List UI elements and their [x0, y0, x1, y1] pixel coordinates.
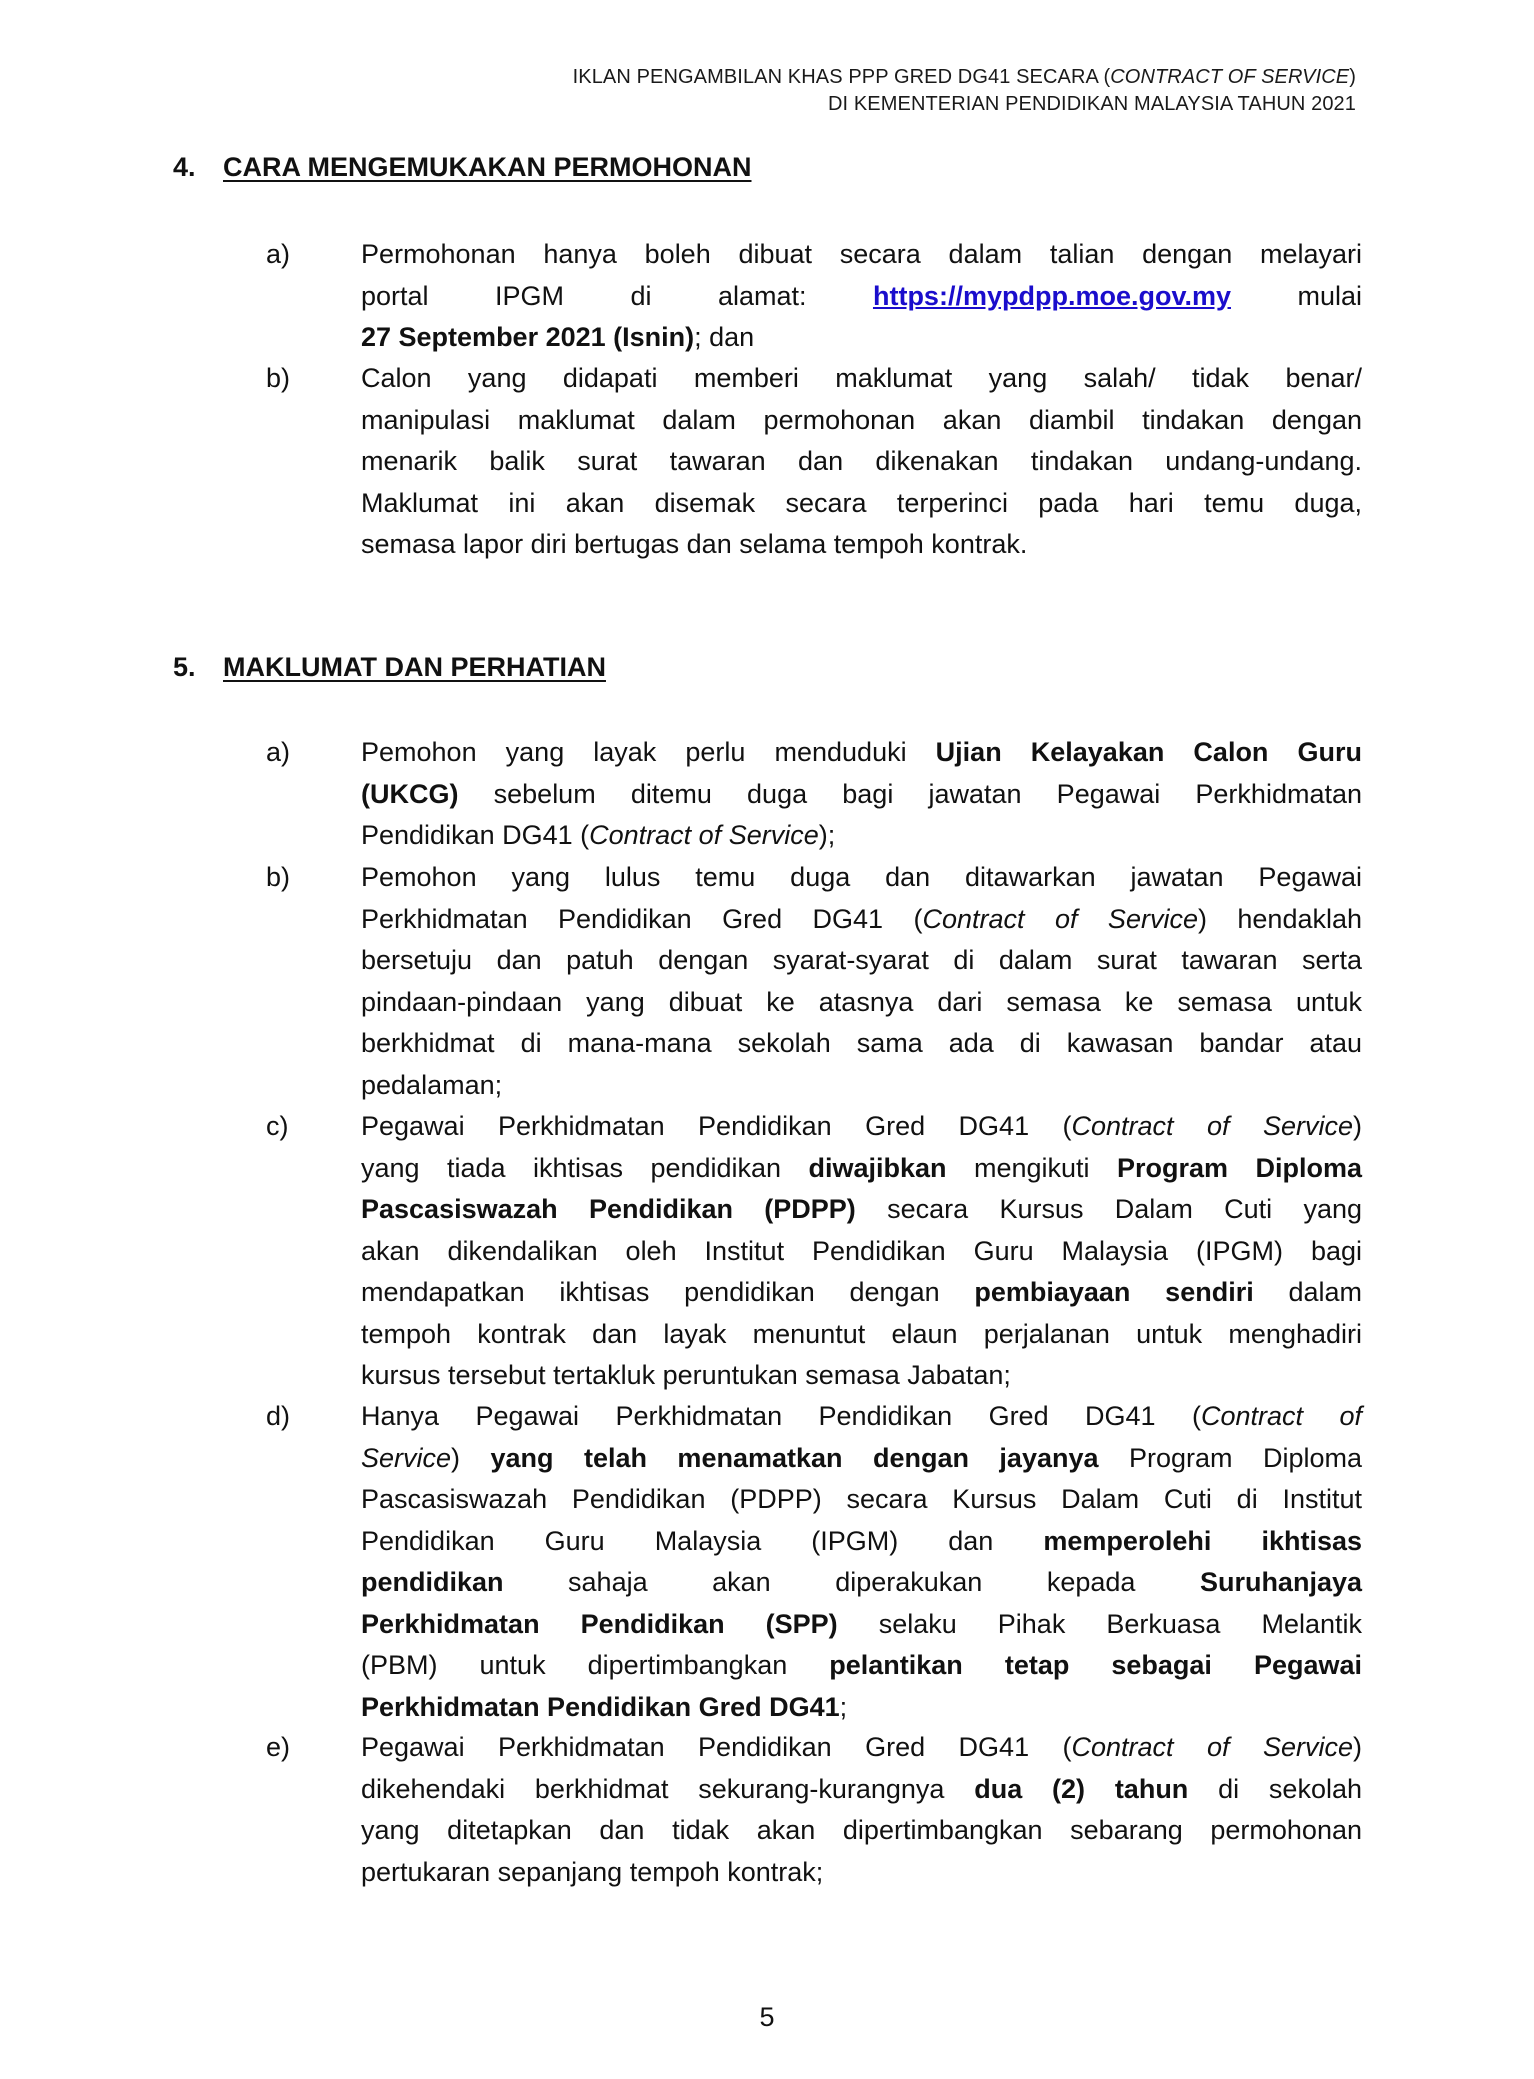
header-line-2: DI KEMENTERIAN PENDIDIKAN MALAYSIA TAHUN 2021	[828, 93, 1356, 115]
section-5-item-e: e) Pegawai Perkhidmatan Pendidikan Gred DG41 (Contract of Service) dikehendaki berkhidmat sekurang-kurangnya dua (2) tahun di sekolah yang ditetapkan dan tidak akan dipertimbangkan sebarang permohonan pertukaran sepanjang tempoh kontrak;	[266, 1732, 1362, 1887]
section-5-item-a: a) Pemohon yang layak perlu menduduki Ujian Kelayakan Calon Guru (UKCG) sebelum ditemu duga bagi jawatan Pegawai Perkhidmatan Pendidikan DG41 (Contract of Service);	[266, 737, 1362, 850]
header-line-1: IKLAN PENGAMBILAN KHAS PPP GRED DG41 SECARA (CONTRACT OF SERVICE)	[572, 66, 1356, 88]
section-5-item-c: c) Pegawai Perkhidmatan Pendidikan Gred DG41 (Contract of Service) yang tiada ikhtisas pendidikan diwajibkan mengikuti Program Diploma Pascasiswazah Pendidikan (PDPP) secara Kursus Dalam Cuti yang akan dikendalikan oleh Institut Pendidikan Guru Malaysia (IPGM) bagi mendapatkan ikhtisas pendidikan dengan pembiayaan sendiri dalam tempoh kontrak dan layak menuntut elaun perjalanan untuk menghadiri kursus tersebut tertakluk peruntukan semasa Jabatan;	[266, 1111, 1363, 1390]
page-number: 5	[759, 2002, 775, 2032]
section-4-heading: 4. CARA MENGEMUKAKAN PERMOHONAN	[173, 152, 752, 182]
section-5-heading: 5. MAKLUMAT DAN PERHATIAN	[173, 652, 606, 682]
section-4-item-a: a) Permohonan hanya boleh dibuat secara dalam talian dengan melayari portal IPGM di alamat: https://mypdpp.moe.gov.my mulai 27 September 2021 (Isnin); dan	[266, 239, 1362, 352]
section-5-item-b: b) Pemohon yang lulus temu duga dan ditawarkan jawatan Pegawai Perkhidmatan Pendidikan Gred DG41 (Contract of Service) hendaklah bersetuju dan patuh dengan syarat-syarat di dalam surat tawaran serta pindaan-pindaan yang dibuat ke atasnya dari semasa ke semasa untuk berkhidmat di mana-mana sekolah sama ada di kawasan bandar atau pedalaman;	[266, 862, 1363, 1100]
portal-link[interactable]: https://mypdpp.moe.gov.my	[872, 280, 1231, 311]
section-5-item-d: d) Hanya Pegawai Perkhidmatan Pendidikan Gred DG41 (Contract of Service) yang telah menamatkan dengan jayanya Program Diploma Pascasiswazah Pendidikan (PDPP) secara Kursus Dalam Cuti di Institut Pendidikan Guru Malaysia (IPGM) dan memperolehi ikhtisas pendidikan sahaja akan diperakukan kepada Suruhanjaya Perkhidmatan Pendidikan (SPP) selaku Pihak Berkuasa Melantik (PBM) untuk dipertimbangkan pelantikan tetap sebagai Pegawai Perkhidmatan Pendidikan Gred DG41;	[266, 1401, 1363, 1722]
document-header	[573, 64, 1356, 118]
section-4-item-b: b) Calon yang didapati memberi maklumat yang salah/ tidak benar/ manipulasi maklumat dalam permohonan akan diambil tindakan dengan menarik balik surat tawaran dan dikenakan tindakan undang-undang. Maklumat ini akan disemak secara terperinci pada hari temu duga, semasa lapor diri bertugas dan selama tempoh kontrak.	[266, 363, 1362, 559]
